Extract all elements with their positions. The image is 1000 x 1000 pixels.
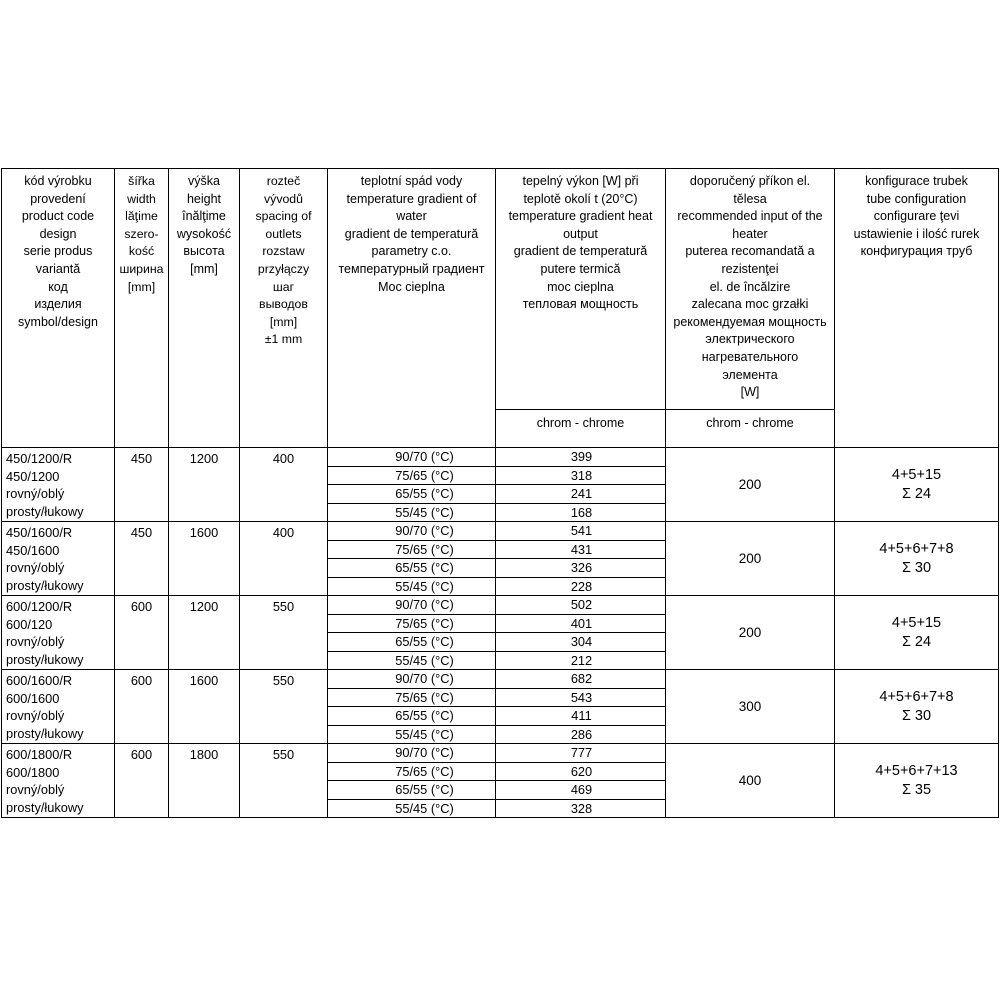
text-line: lăţime bbox=[125, 209, 158, 224]
product-code-cell bbox=[2, 448, 115, 522]
gradient-cell: 75/65 (°C) bbox=[328, 614, 496, 633]
text-line: teplotě okolí t (20°C) bbox=[523, 191, 638, 206]
text-line: prosty/łukowy bbox=[6, 651, 84, 667]
text-line: putere termică bbox=[540, 261, 621, 276]
text-line: Σ 24 bbox=[901, 485, 932, 502]
table-row bbox=[2, 670, 999, 689]
text-line: 450/1600/R bbox=[6, 525, 73, 540]
output-cell: 777 bbox=[496, 744, 666, 763]
text-line: температурный градиент bbox=[338, 261, 485, 276]
text-line: variantă bbox=[35, 261, 81, 276]
text-line: temperature gradient heat bbox=[508, 209, 653, 224]
text-line: рекомендуемая мощность bbox=[673, 314, 827, 329]
table-body bbox=[2, 448, 999, 818]
text-line: 4+5+6+7+8 bbox=[879, 540, 954, 557]
text-line: Σ 30 bbox=[901, 559, 932, 576]
gradient-cell: 65/55 (°C) bbox=[328, 633, 496, 652]
output-cell: 431 bbox=[496, 540, 666, 559]
output-cell: 399 bbox=[496, 448, 666, 467]
header-product-code bbox=[2, 169, 115, 448]
output-cell: 541 bbox=[496, 522, 666, 541]
text-line: 600/1600/R bbox=[6, 673, 73, 688]
text-line: rozstaw bbox=[262, 244, 305, 259]
text-line: 450/1200/R bbox=[6, 451, 73, 466]
height-cell: 1800 bbox=[169, 744, 240, 818]
text-line: конфигурация труб bbox=[860, 244, 973, 259]
gradient-cell: 55/45 (°C) bbox=[328, 577, 496, 596]
gradient-cell: 65/55 (°C) bbox=[328, 559, 496, 578]
text-line: 450/1200 bbox=[6, 468, 60, 484]
text-line: Σ 30 bbox=[901, 707, 932, 724]
text-line: [W] bbox=[740, 385, 760, 400]
text-line: Σ 24 bbox=[901, 633, 932, 650]
width-cell: 600 bbox=[115, 670, 169, 744]
text-line: product code bbox=[21, 209, 95, 224]
text-line: output bbox=[563, 226, 598, 241]
output-cell: 304 bbox=[496, 633, 666, 652]
text-line: gradient de temperatură bbox=[513, 244, 648, 259]
width-cell: 450 bbox=[115, 448, 169, 522]
text-line: el. de încălzire bbox=[709, 279, 791, 294]
output-cell: 286 bbox=[496, 725, 666, 744]
output-cell: 682 bbox=[496, 670, 666, 689]
text-line: heater bbox=[732, 226, 768, 241]
gradient-cell: 90/70 (°C) bbox=[328, 744, 496, 763]
table-row bbox=[2, 744, 999, 763]
spacing-cell: 550 bbox=[240, 596, 328, 670]
subheader-heater-chrome: chrom - chrome bbox=[666, 410, 835, 448]
text-line: outlets bbox=[265, 226, 302, 241]
gradient-cell: 90/70 (°C) bbox=[328, 522, 496, 541]
header-heater-input bbox=[666, 169, 835, 410]
header-temperature-gradient bbox=[328, 169, 496, 448]
width-cell: 600 bbox=[115, 596, 169, 670]
header-height bbox=[169, 169, 240, 448]
gradient-cell: 75/65 (°C) bbox=[328, 762, 496, 781]
text-line: configurare ţevi bbox=[873, 209, 960, 224]
text-line: ustawienie i ilość rurek bbox=[853, 226, 980, 241]
text-line: 4+5+6+7+8 bbox=[879, 688, 954, 705]
text-line: prosty/łukowy bbox=[6, 503, 84, 519]
text-line: нагревательного bbox=[701, 349, 799, 364]
text-line: výška bbox=[188, 174, 220, 188]
text-line: тепловая мощность bbox=[522, 297, 639, 312]
gradient-cell: 90/70 (°C) bbox=[328, 448, 496, 467]
gradient-cell: 55/45 (°C) bbox=[328, 651, 496, 670]
height-cell: 1200 bbox=[169, 596, 240, 670]
text-line: serie produs bbox=[23, 244, 93, 259]
text-line: 600/1600 bbox=[6, 690, 60, 706]
gradient-cell: 90/70 (°C) bbox=[328, 670, 496, 689]
text-line: înălţime bbox=[182, 209, 226, 224]
product-code-cell bbox=[2, 670, 115, 744]
text-line: 600/1800/R bbox=[6, 747, 73, 762]
output-cell: 212 bbox=[496, 651, 666, 670]
output-cell: 543 bbox=[496, 688, 666, 707]
text-line: water bbox=[396, 209, 427, 224]
header-tube-configuration bbox=[835, 169, 999, 448]
output-cell: 241 bbox=[496, 485, 666, 504]
text-line: kód výrobku bbox=[24, 174, 92, 188]
text-line: ширина bbox=[119, 261, 164, 276]
tube-configuration-cell bbox=[835, 670, 999, 744]
output-cell: 411 bbox=[496, 707, 666, 726]
product-code-cell bbox=[2, 522, 115, 596]
heater-input-cell: 400 bbox=[666, 744, 835, 818]
text-line: высота bbox=[183, 244, 225, 259]
tube-configuration-cell bbox=[835, 448, 999, 522]
text-line: konfigurace trubek bbox=[865, 174, 968, 188]
gradient-cell: 65/55 (°C) bbox=[328, 707, 496, 726]
text-line: 600/1800 bbox=[6, 764, 60, 780]
heater-input-cell: 200 bbox=[666, 596, 835, 670]
text-line: 4+5+15 bbox=[891, 614, 942, 631]
gradient-cell: 55/45 (°C) bbox=[328, 503, 496, 522]
text-line: tepelný výkon [W] při bbox=[522, 174, 639, 188]
output-cell: 620 bbox=[496, 762, 666, 781]
output-cell: 318 bbox=[496, 466, 666, 485]
header-spacing bbox=[240, 169, 328, 448]
text-line: tube configuration bbox=[866, 191, 967, 206]
height-cell: 1600 bbox=[169, 670, 240, 744]
text-line: šířka bbox=[128, 174, 155, 188]
text-line: 4+5+15 bbox=[891, 466, 942, 483]
text-line: rezistenţei bbox=[721, 261, 779, 276]
text-line: Σ 35 bbox=[901, 781, 932, 798]
text-line: height bbox=[186, 191, 222, 206]
product-code-cell bbox=[2, 596, 115, 670]
text-line: [mm] bbox=[127, 279, 156, 294]
text-line: Moc cieplna bbox=[378, 279, 445, 294]
text-line: zalecana moc grzałki bbox=[691, 297, 809, 312]
text-line: tělesa bbox=[733, 191, 767, 206]
specification-table bbox=[1, 168, 999, 818]
subheader-output-chrome: chrom - chrome bbox=[496, 410, 666, 448]
text-line: symbol/design bbox=[18, 314, 98, 329]
text-line: rovný/oblý bbox=[6, 634, 65, 649]
heater-input-cell: 300 bbox=[666, 670, 835, 744]
spacing-cell: 550 bbox=[240, 744, 328, 818]
text-line: przyłączy bbox=[257, 261, 310, 276]
text-line: wysokość bbox=[176, 226, 232, 241]
spacing-cell: 400 bbox=[240, 522, 328, 596]
height-cell: 1200 bbox=[169, 448, 240, 522]
heater-input-cell: 200 bbox=[666, 448, 835, 522]
text-line: 4+5+6+7+13 bbox=[875, 762, 958, 779]
text-line: 600/1200/R bbox=[6, 599, 73, 614]
text-line: temperature gradient of bbox=[346, 191, 477, 206]
output-cell: 502 bbox=[496, 596, 666, 615]
table-row bbox=[2, 522, 999, 541]
gradient-cell: 65/55 (°C) bbox=[328, 485, 496, 504]
text-line: prosty/łukowy bbox=[6, 799, 84, 815]
text-line: шаг bbox=[272, 279, 295, 294]
text-line: prosty/łukowy bbox=[6, 577, 84, 593]
text-line: parametry c.o. bbox=[371, 244, 452, 259]
output-cell: 328 bbox=[496, 799, 666, 818]
tube-configuration-cell bbox=[835, 744, 999, 818]
spacing-cell: 400 bbox=[240, 448, 328, 522]
text-line: ±1 mm bbox=[264, 332, 303, 347]
text-line: width bbox=[127, 191, 156, 206]
text-line: код bbox=[48, 279, 68, 294]
gradient-cell: 75/65 (°C) bbox=[328, 540, 496, 559]
text-line: rovný/oblý bbox=[6, 560, 65, 575]
header-heat-output bbox=[496, 169, 666, 410]
gradient-cell: 55/45 (°C) bbox=[328, 725, 496, 744]
text-line: vývodů bbox=[264, 191, 303, 206]
gradient-cell: 90/70 (°C) bbox=[328, 596, 496, 615]
output-cell: 168 bbox=[496, 503, 666, 522]
width-cell: 450 bbox=[115, 522, 169, 596]
text-line: rovný/oblý bbox=[6, 486, 65, 501]
gradient-cell: 65/55 (°C) bbox=[328, 781, 496, 800]
text-line: [mm] bbox=[190, 261, 218, 276]
gradient-cell: 75/65 (°C) bbox=[328, 466, 496, 485]
text-line: teplotní spád vody bbox=[360, 174, 463, 188]
output-cell: 401 bbox=[496, 614, 666, 633]
text-line: spacing of bbox=[255, 209, 312, 224]
width-cell: 600 bbox=[115, 744, 169, 818]
text-line: электрического bbox=[705, 332, 795, 347]
output-cell: 326 bbox=[496, 559, 666, 578]
text-line: 450/1600 bbox=[6, 542, 60, 558]
output-cell: 469 bbox=[496, 781, 666, 800]
table-row bbox=[2, 596, 999, 615]
gradient-cell: 75/65 (°C) bbox=[328, 688, 496, 707]
header-row bbox=[2, 169, 999, 410]
output-cell: 228 bbox=[496, 577, 666, 596]
tube-configuration-cell bbox=[835, 596, 999, 670]
text-line: design bbox=[39, 226, 77, 241]
text-line: изделия bbox=[34, 297, 82, 312]
gradient-cell: 55/45 (°C) bbox=[328, 799, 496, 818]
text-line: gradient de temperatură bbox=[344, 226, 479, 241]
text-line: 600/120 bbox=[6, 616, 53, 632]
header-width bbox=[115, 169, 169, 448]
table-row bbox=[2, 448, 999, 467]
tube-configuration-cell bbox=[835, 522, 999, 596]
text-line: puterea recomandată a bbox=[685, 244, 815, 259]
text-line: provedení bbox=[30, 191, 86, 206]
height-cell: 1600 bbox=[169, 522, 240, 596]
text-line: [mm] bbox=[269, 314, 298, 329]
text-line: szero- bbox=[124, 226, 159, 241]
text-line: rovný/oblý bbox=[6, 782, 65, 797]
text-line: moc cieplna bbox=[547, 279, 614, 294]
text-line: rovný/oblý bbox=[6, 708, 65, 723]
product-code-cell bbox=[2, 744, 115, 818]
heater-input-cell: 200 bbox=[666, 522, 835, 596]
text-line: rozteč bbox=[266, 174, 301, 188]
text-line: prosty/łukowy bbox=[6, 725, 84, 741]
text-line: выводов bbox=[259, 297, 308, 312]
text-line: doporučený příkon el. bbox=[689, 174, 811, 188]
text-line: элемента bbox=[722, 367, 778, 382]
text-line: recommended input of the bbox=[677, 209, 823, 224]
text-line: kość bbox=[128, 244, 155, 259]
spacing-cell: 550 bbox=[240, 670, 328, 744]
